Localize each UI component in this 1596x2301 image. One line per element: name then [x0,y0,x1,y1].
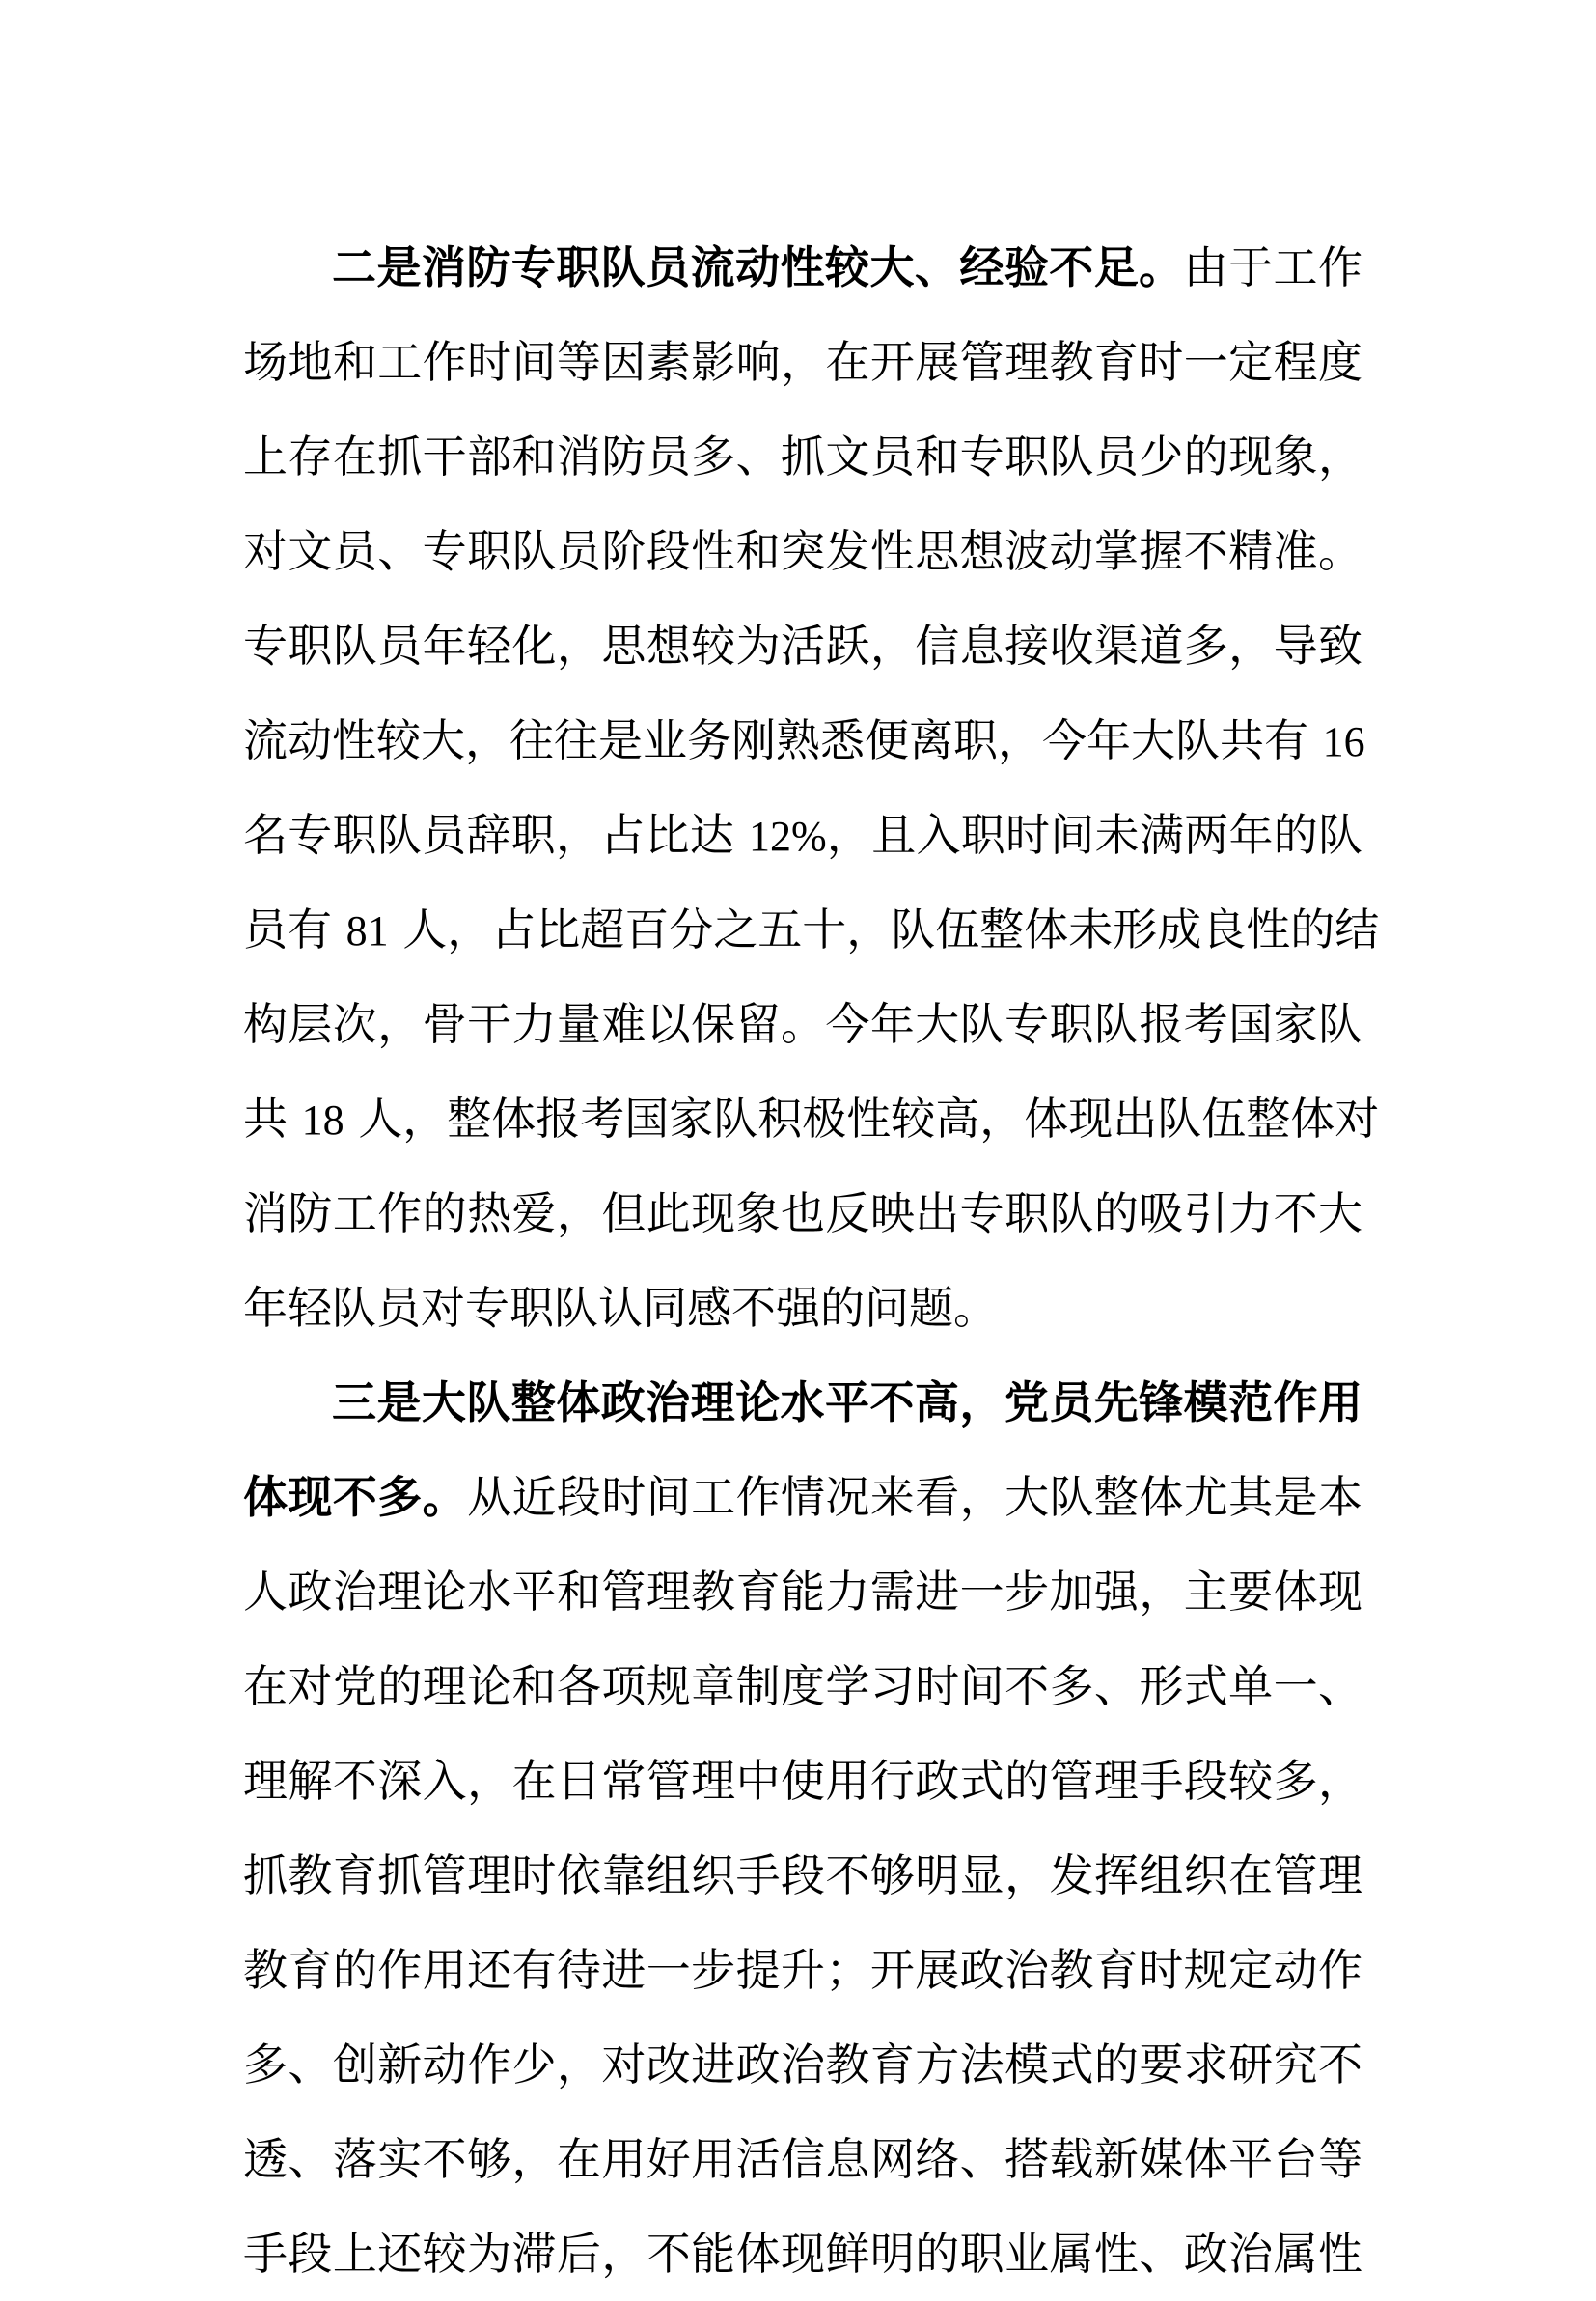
text-line [243,1450,1362,1544]
resigned-count: 16 [1322,718,1365,765]
text-line: 理解不深入，在日常管理中使用行政式的管理手段较多， [243,1755,1362,1807]
text-line: 教育的作用还有待进一步提升；开展政治教育时规定动作 [243,1944,1362,1996]
text-line: 年轻队员对专职队认同感不强的问题。 [243,1282,998,1334]
text-line: 手段上还较为滞后，不能体现鲜明的职业属性、政治属性 [243,2228,1362,2280]
text-line [243,693,1365,788]
text-line: 对文员、专职队员阶段性和突发性思想波动掌握不精准。 [243,525,1362,577]
line-text: 流动性较大，往往是业务刚熟悉便离职，今年大队共有 [243,714,1323,766]
paragraph-point-two [243,220,1380,1355]
line-text: 员有 [243,903,346,956]
text-line: 构层次，骨干力量难以保留。今年大队专职队报考国家队 [243,998,1362,1050]
resigned-ratio: 12% [748,813,827,860]
text-line: 抓教育抓管理时依靠组织手段不够明显，发挥组织在管理 [243,1849,1362,1901]
line-text: 名专职队员辞职，占比达 [243,809,749,861]
paragraph-heading: 三是大队整体政治理论水平不高，党员先锋模范作用 [332,1376,1362,1428]
paragraph-heading-continued: 体现不多。 [243,1471,468,1523]
text-line: 上存在抓干部和消防员多、抓文员和专职队员少的现象， [243,430,1362,483]
text-line: 人政治理论水平和管理教育能力需进一步加强，主要体现 [243,1566,1362,1618]
text-line: 多、创新动作少，对改进政治教育方法模式的要求研究不 [243,2038,1362,2091]
paragraph-point-three [243,1355,1362,2301]
text-line [243,1071,1380,1166]
line-text: 人，整体报考国家队积极性较高，体现出队伍整体对 [344,1093,1380,1145]
text-line: 专职队员年轻化，思想较为活跃，信息接收渠道多，导致 [243,620,1362,672]
text-line: 消防工作的热爱，但此现象也反映出专职队的吸引力不大 [243,1187,1362,1239]
text-line: 场地和工作时间等因素影响，在开展管理教育时一定程度 [243,336,1362,388]
line-text: ，且入职时间未满两年的队 [826,809,1363,861]
text-line: 在对党的理论和各项规章制度学习时间不多、形式单一、 [243,1660,1362,1712]
under-two-years-count: 81 [345,907,389,955]
line-text: 由于工作 [1183,241,1363,293]
line-text: 共 [243,1093,302,1145]
text-line: 透、落实不够，在用好用活信息网络、搭载新媒体平台等 [243,2133,1362,2185]
document-page [243,220,1380,2301]
text-line [243,882,1380,977]
paragraph-heading: 二是消防专职队员流动性较大、经验不足。 [332,241,1184,293]
text-line [243,220,1362,315]
national-team-applicants: 18 [301,1096,344,1144]
line-text: 人，占比超百分之五十，队伍整体未形成良性的结 [388,903,1380,956]
text-line [243,1355,1362,1450]
text-line [243,788,1362,882]
line-text: 从近段时间工作情况来看，大队整体尤其是本 [467,1471,1363,1523]
